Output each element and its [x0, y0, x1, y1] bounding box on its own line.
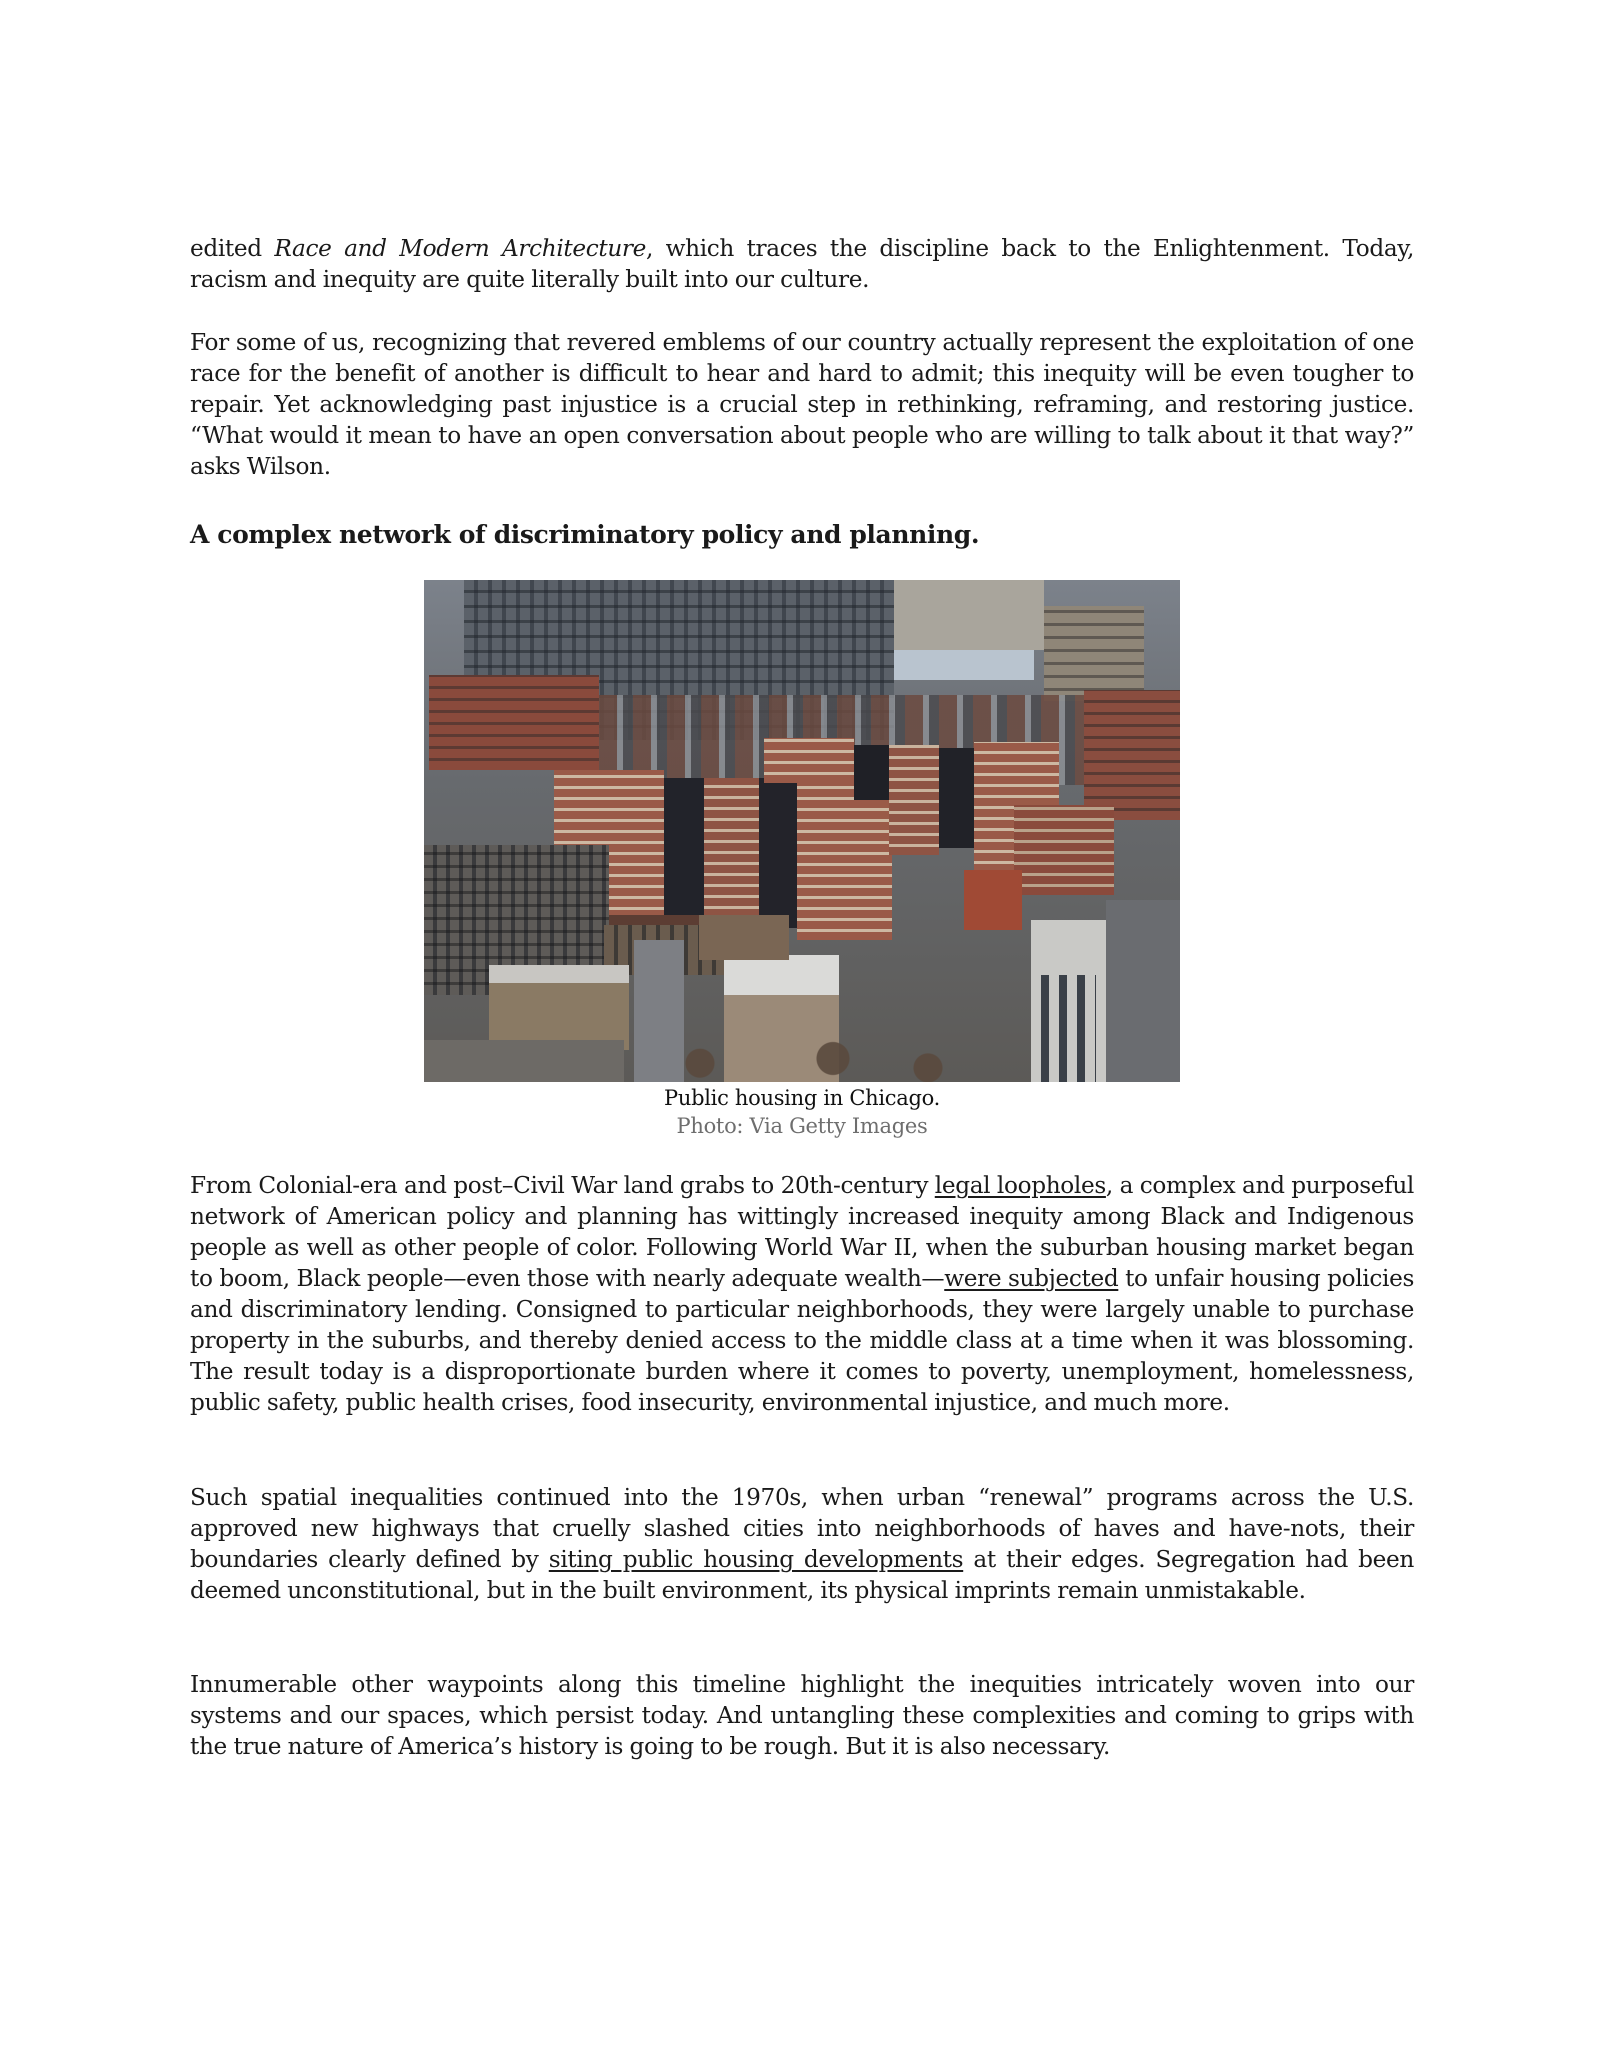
paragraph-conclusion	[190, 1669, 1414, 1762]
photo-building-roof-snow	[489, 965, 629, 983]
photo-credit: Photo: Via Getty Images	[676, 1114, 928, 1138]
photo-snowy-roof-top	[724, 955, 839, 995]
paragraph-intro	[190, 233, 1414, 295]
photo-right-edge	[1106, 900, 1180, 1082]
p1-text-before: edited	[190, 235, 275, 262]
photo-tower-shadow-4	[939, 748, 974, 848]
photo-tower-4	[764, 738, 854, 783]
photo-snowy-lot	[894, 580, 1044, 650]
p3-text-3: to unfair housing policies and discriminatory lending. Consigned to particular neighborhoods, they were largely unable to purchase property in the suburbs, and thereby denied access to the middle class at a time when it was blossoming. The result today is a disproportionate burden where it comes to poverty, unemployment, homelessness, public safety, public health crises, food insecurity, environmental injustice, and much more.	[190, 1265, 1414, 1416]
photo-tower-shadow-1	[664, 778, 704, 928]
photo-building-red-right	[1084, 690, 1180, 820]
photo-tower-white-windows	[1041, 975, 1096, 1082]
photo-tower-5	[889, 745, 939, 855]
link-siting-public-housing[interactable]: siting public housing developments	[548, 1546, 964, 1573]
p3-text-2: , a complex and purposeful network of American policy and planning has wittingly increased inequity among Black and Indigenous people as well as other people of color. Following World War II, when the suburban housing market began to boom, Black people—even those with nearly adequate wealth—	[190, 1172, 1415, 1292]
photo-tower-shadow-3	[854, 745, 889, 800]
photo-tower-3	[797, 780, 892, 940]
photo-snow-strip	[894, 650, 1034, 680]
photo-church	[964, 870, 1022, 930]
book-title: Race and Modern Architecture	[274, 235, 647, 262]
link-were-subjected[interactable]: were subjected	[944, 1265, 1119, 1292]
p1-text-after: , which traces the discipline back to the Enlightenment. Today, racism and inequity are quite literally built into our culture.	[190, 235, 1414, 293]
p5-text: Innumerable other waypoints along this timeline highlight the inequities intricately woven into our systems and our spaces, which persist today. And untangling these complexities and coming to grips with the true nature of America’s history is going to be rough. But it is also necessary.	[190, 1671, 1414, 1760]
paragraph-emblems	[190, 327, 1414, 482]
photo-tower-shadow-2	[759, 778, 797, 928]
paragraph-urban-renewal	[190, 1482, 1414, 1606]
p3-text-1: From Colonial-era and post–Civil War land grabs to 20th-century	[190, 1172, 935, 1199]
paragraph-policy	[190, 1170, 1414, 1418]
link-legal-loopholes[interactable]: legal loopholes	[934, 1172, 1106, 1199]
photo-building-red-left	[429, 675, 599, 770]
figure-photo	[424, 580, 1180, 1082]
p2-text: For some of us, recognizing that revered emblems of our country actually represent the exploitation of one race for the benefit of another is difficult to hear and hard to admit; this inequity will be even tougher to repair. Yet acknowledging past injustice is a crucial step in rethinking, reframing, and restoring justice. “What would it mean to have an open conversation about people who are willing to talk about it that way?” asks Wilson.	[190, 329, 1414, 480]
photo-building-beige	[1044, 606, 1144, 701]
photo-tower-2	[704, 778, 759, 928]
photo-trees	[624, 1035, 1004, 1082]
photo-tower-7	[1014, 805, 1114, 895]
caption-text: Public housing in Chicago.	[664, 1086, 940, 1110]
photo-building-brown-block	[699, 915, 789, 960]
photo-parking-lot	[424, 1040, 624, 1082]
p4-text-2: at their edges. Segregation had been deemed unconstitutional, but in the built environment, its physical imprints remain unmistakable.	[190, 1546, 1415, 1604]
section-heading: A complex network of discriminatory policy and planning.	[190, 520, 980, 549]
p4-text-1: Such spatial inequalities continued into the 1970s, when urban “renewal” programs across the U.S. approved new highways that cruelly slashed cities into neighborhoods of haves and have-nots, their boundaries clearly defined by	[190, 1484, 1414, 1573]
figure-caption	[424, 1084, 1180, 1140]
